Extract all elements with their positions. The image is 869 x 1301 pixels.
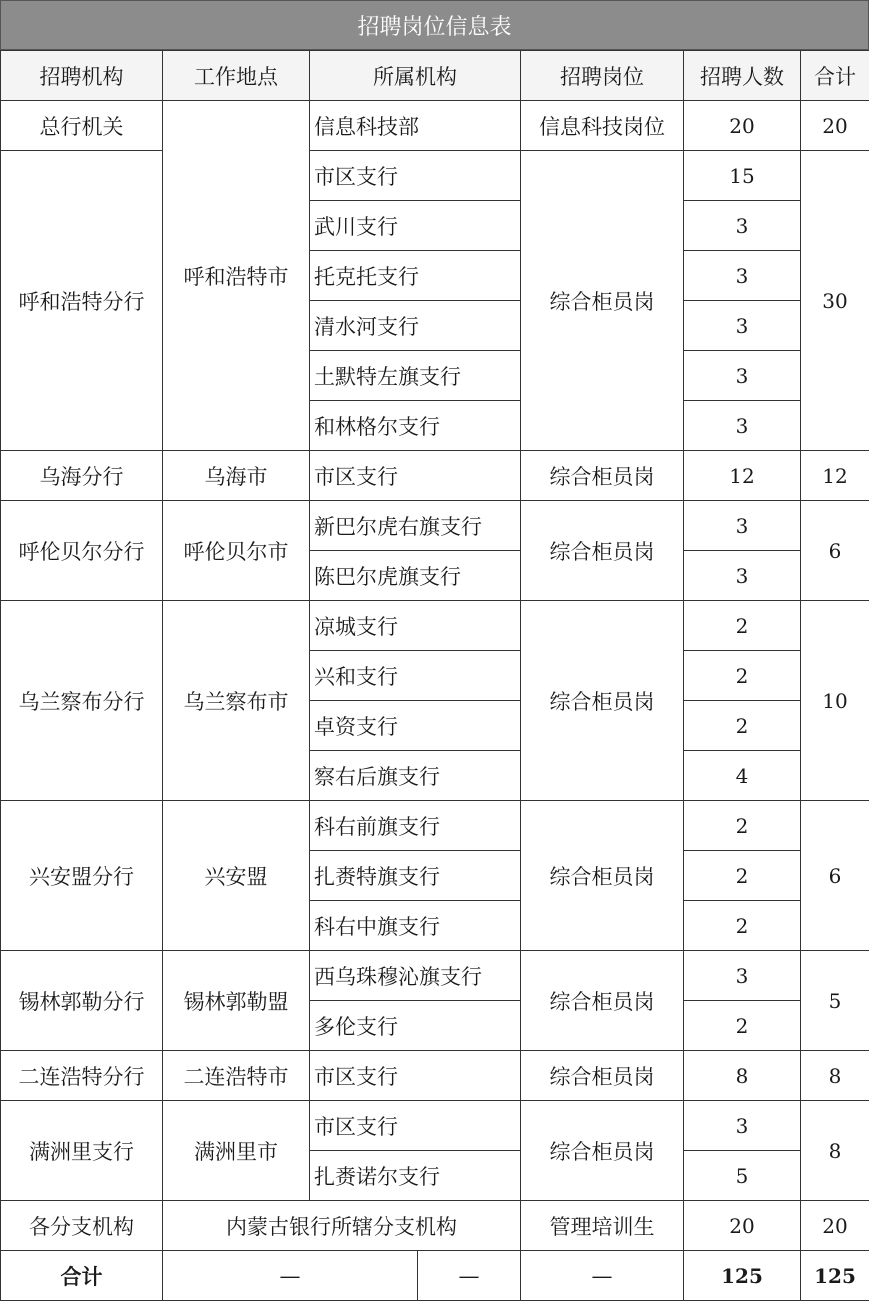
- summary-total: 125: [801, 1251, 869, 1301]
- summary-dash: —: [521, 1251, 684, 1301]
- branch-cell: 凉城支行: [310, 601, 521, 651]
- org-cell: 满洲里支行: [1, 1101, 163, 1201]
- total-cell: 8: [801, 1101, 869, 1201]
- position-cell: 综合柜员岗: [521, 451, 684, 501]
- position-cell: 综合柜员岗: [521, 951, 684, 1051]
- table-row: [1, 1201, 869, 1251]
- position-cell: 综合柜员岗: [521, 1051, 684, 1101]
- location-cell: 内蒙古银行所辖分支机构: [163, 1201, 521, 1251]
- count-cell: 12: [684, 451, 801, 501]
- location-cell: 呼伦贝尔市: [163, 501, 310, 601]
- count-cell: 3: [684, 951, 801, 1001]
- branch-cell: 市区支行: [310, 1101, 521, 1151]
- count-cell: 3: [684, 1101, 801, 1151]
- org-cell: 二连浩特分行: [1, 1051, 163, 1101]
- org-cell: 乌海分行: [1, 451, 163, 501]
- position-cell: 综合柜员岗: [521, 151, 684, 451]
- location-cell: 呼和浩特市: [163, 101, 310, 451]
- branch-cell: 兴和支行: [310, 651, 521, 701]
- total-cell: 6: [801, 501, 869, 601]
- summary-row: [1, 1251, 869, 1301]
- header-org: 招聘机构: [1, 51, 163, 101]
- count-cell: 3: [684, 301, 801, 351]
- table-title: 招聘岗位信息表: [0, 0, 869, 50]
- total-cell: 5: [801, 951, 869, 1051]
- org-cell: 兴安盟分行: [1, 801, 163, 951]
- location-cell: 兴安盟: [163, 801, 310, 951]
- count-cell: 3: [684, 351, 801, 401]
- summary-dash: —: [418, 1251, 521, 1301]
- summary-label: 合计: [1, 1251, 163, 1301]
- count-cell: 8: [684, 1051, 801, 1101]
- branch-cell: 扎赉特旗支行: [310, 851, 521, 901]
- position-cell: 综合柜员岗: [521, 801, 684, 951]
- org-cell: 锡林郭勒分行: [1, 951, 163, 1051]
- org-cell: 总行机关: [1, 101, 163, 151]
- position-cell: 综合柜员岗: [521, 1101, 684, 1201]
- branch-cell: 清水河支行: [310, 301, 521, 351]
- location-cell: 二连浩特市: [163, 1051, 310, 1101]
- count-cell: 5: [684, 1151, 801, 1201]
- branch-cell: 市区支行: [310, 1051, 521, 1101]
- location-cell: 乌海市: [163, 451, 310, 501]
- count-cell: 2: [684, 901, 801, 951]
- count-cell: 3: [684, 201, 801, 251]
- count-cell: 3: [684, 401, 801, 451]
- branch-cell: 新巴尔虎右旗支行: [310, 501, 521, 551]
- table-row: [1, 951, 869, 1001]
- position-cell: 综合柜员岗: [521, 501, 684, 601]
- branch-cell: 和林格尔支行: [310, 401, 521, 451]
- branch-cell: 察右后旗支行: [310, 751, 521, 801]
- total-cell: 12: [801, 451, 869, 501]
- total-cell: 20: [801, 1201, 869, 1251]
- count-cell: 15: [684, 151, 801, 201]
- org-cell: 呼伦贝尔分行: [1, 501, 163, 601]
- location-cell: 锡林郭勒盟: [163, 951, 310, 1051]
- count-cell: 20: [684, 1201, 801, 1251]
- table-row: [1, 601, 869, 651]
- summary-count: 125: [684, 1251, 801, 1301]
- branch-cell: 西乌珠穆沁旗支行: [310, 951, 521, 1001]
- location-cell: 满洲里市: [163, 1101, 310, 1201]
- branch-cell: 武川支行: [310, 201, 521, 251]
- count-cell: 3: [684, 251, 801, 301]
- table-row: [1, 501, 869, 551]
- table-row: [1, 801, 869, 851]
- total-cell: 10: [801, 601, 869, 801]
- count-cell: 2: [684, 701, 801, 751]
- branch-cell: 市区支行: [310, 451, 521, 501]
- branch-cell: 市区支行: [310, 151, 521, 201]
- count-cell: 2: [684, 601, 801, 651]
- org-cell: 乌兰察布分行: [1, 601, 163, 801]
- count-cell: 2: [684, 1001, 801, 1051]
- table-row: [1, 1101, 869, 1151]
- count-cell: 2: [684, 851, 801, 901]
- table-row: [1, 151, 869, 201]
- branch-cell: 陈巴尔虎旗支行: [310, 551, 521, 601]
- position-cell: 综合柜员岗: [521, 601, 684, 801]
- table-row: [1, 451, 869, 501]
- location-cell: 乌兰察布市: [163, 601, 310, 801]
- header-position: 招聘岗位: [521, 51, 684, 101]
- branch-cell: 多伦支行: [310, 1001, 521, 1051]
- branch-cell: 土默特左旗支行: [310, 351, 521, 401]
- table-row: [1, 1051, 869, 1101]
- total-cell: 6: [801, 801, 869, 951]
- org-cell: 呼和浩特分行: [1, 151, 163, 451]
- branch-cell: 科右前旗支行: [310, 801, 521, 851]
- table-row: [1, 101, 869, 151]
- count-cell: 2: [684, 651, 801, 701]
- branch-cell: 扎赉诺尔支行: [310, 1151, 521, 1201]
- header-total: 合计: [801, 51, 869, 101]
- branch-cell: 科右中旗支行: [310, 901, 521, 951]
- position-cell: 信息科技岗位: [521, 101, 684, 151]
- header-row: [1, 51, 869, 101]
- summary-dash: —: [163, 1251, 418, 1301]
- count-cell: 2: [684, 801, 801, 851]
- branch-cell: 托克托支行: [310, 251, 521, 301]
- header-affiliation: 所属机构: [310, 51, 521, 101]
- branch-cell: 卓资支行: [310, 701, 521, 751]
- position-cell: 管理培训生: [521, 1201, 684, 1251]
- count-cell: 20: [684, 101, 801, 151]
- total-cell: 20: [801, 101, 869, 151]
- branch-cell: 信息科技部: [310, 101, 521, 151]
- org-cell: 各分支机构: [1, 1201, 163, 1251]
- total-cell: 30: [801, 151, 869, 451]
- total-cell: 8: [801, 1051, 869, 1101]
- count-cell: 3: [684, 551, 801, 601]
- count-cell: 4: [684, 751, 801, 801]
- header-count: 招聘人数: [684, 51, 801, 101]
- header-location: 工作地点: [163, 51, 310, 101]
- recruitment-table: [0, 50, 869, 1301]
- count-cell: 3: [684, 501, 801, 551]
